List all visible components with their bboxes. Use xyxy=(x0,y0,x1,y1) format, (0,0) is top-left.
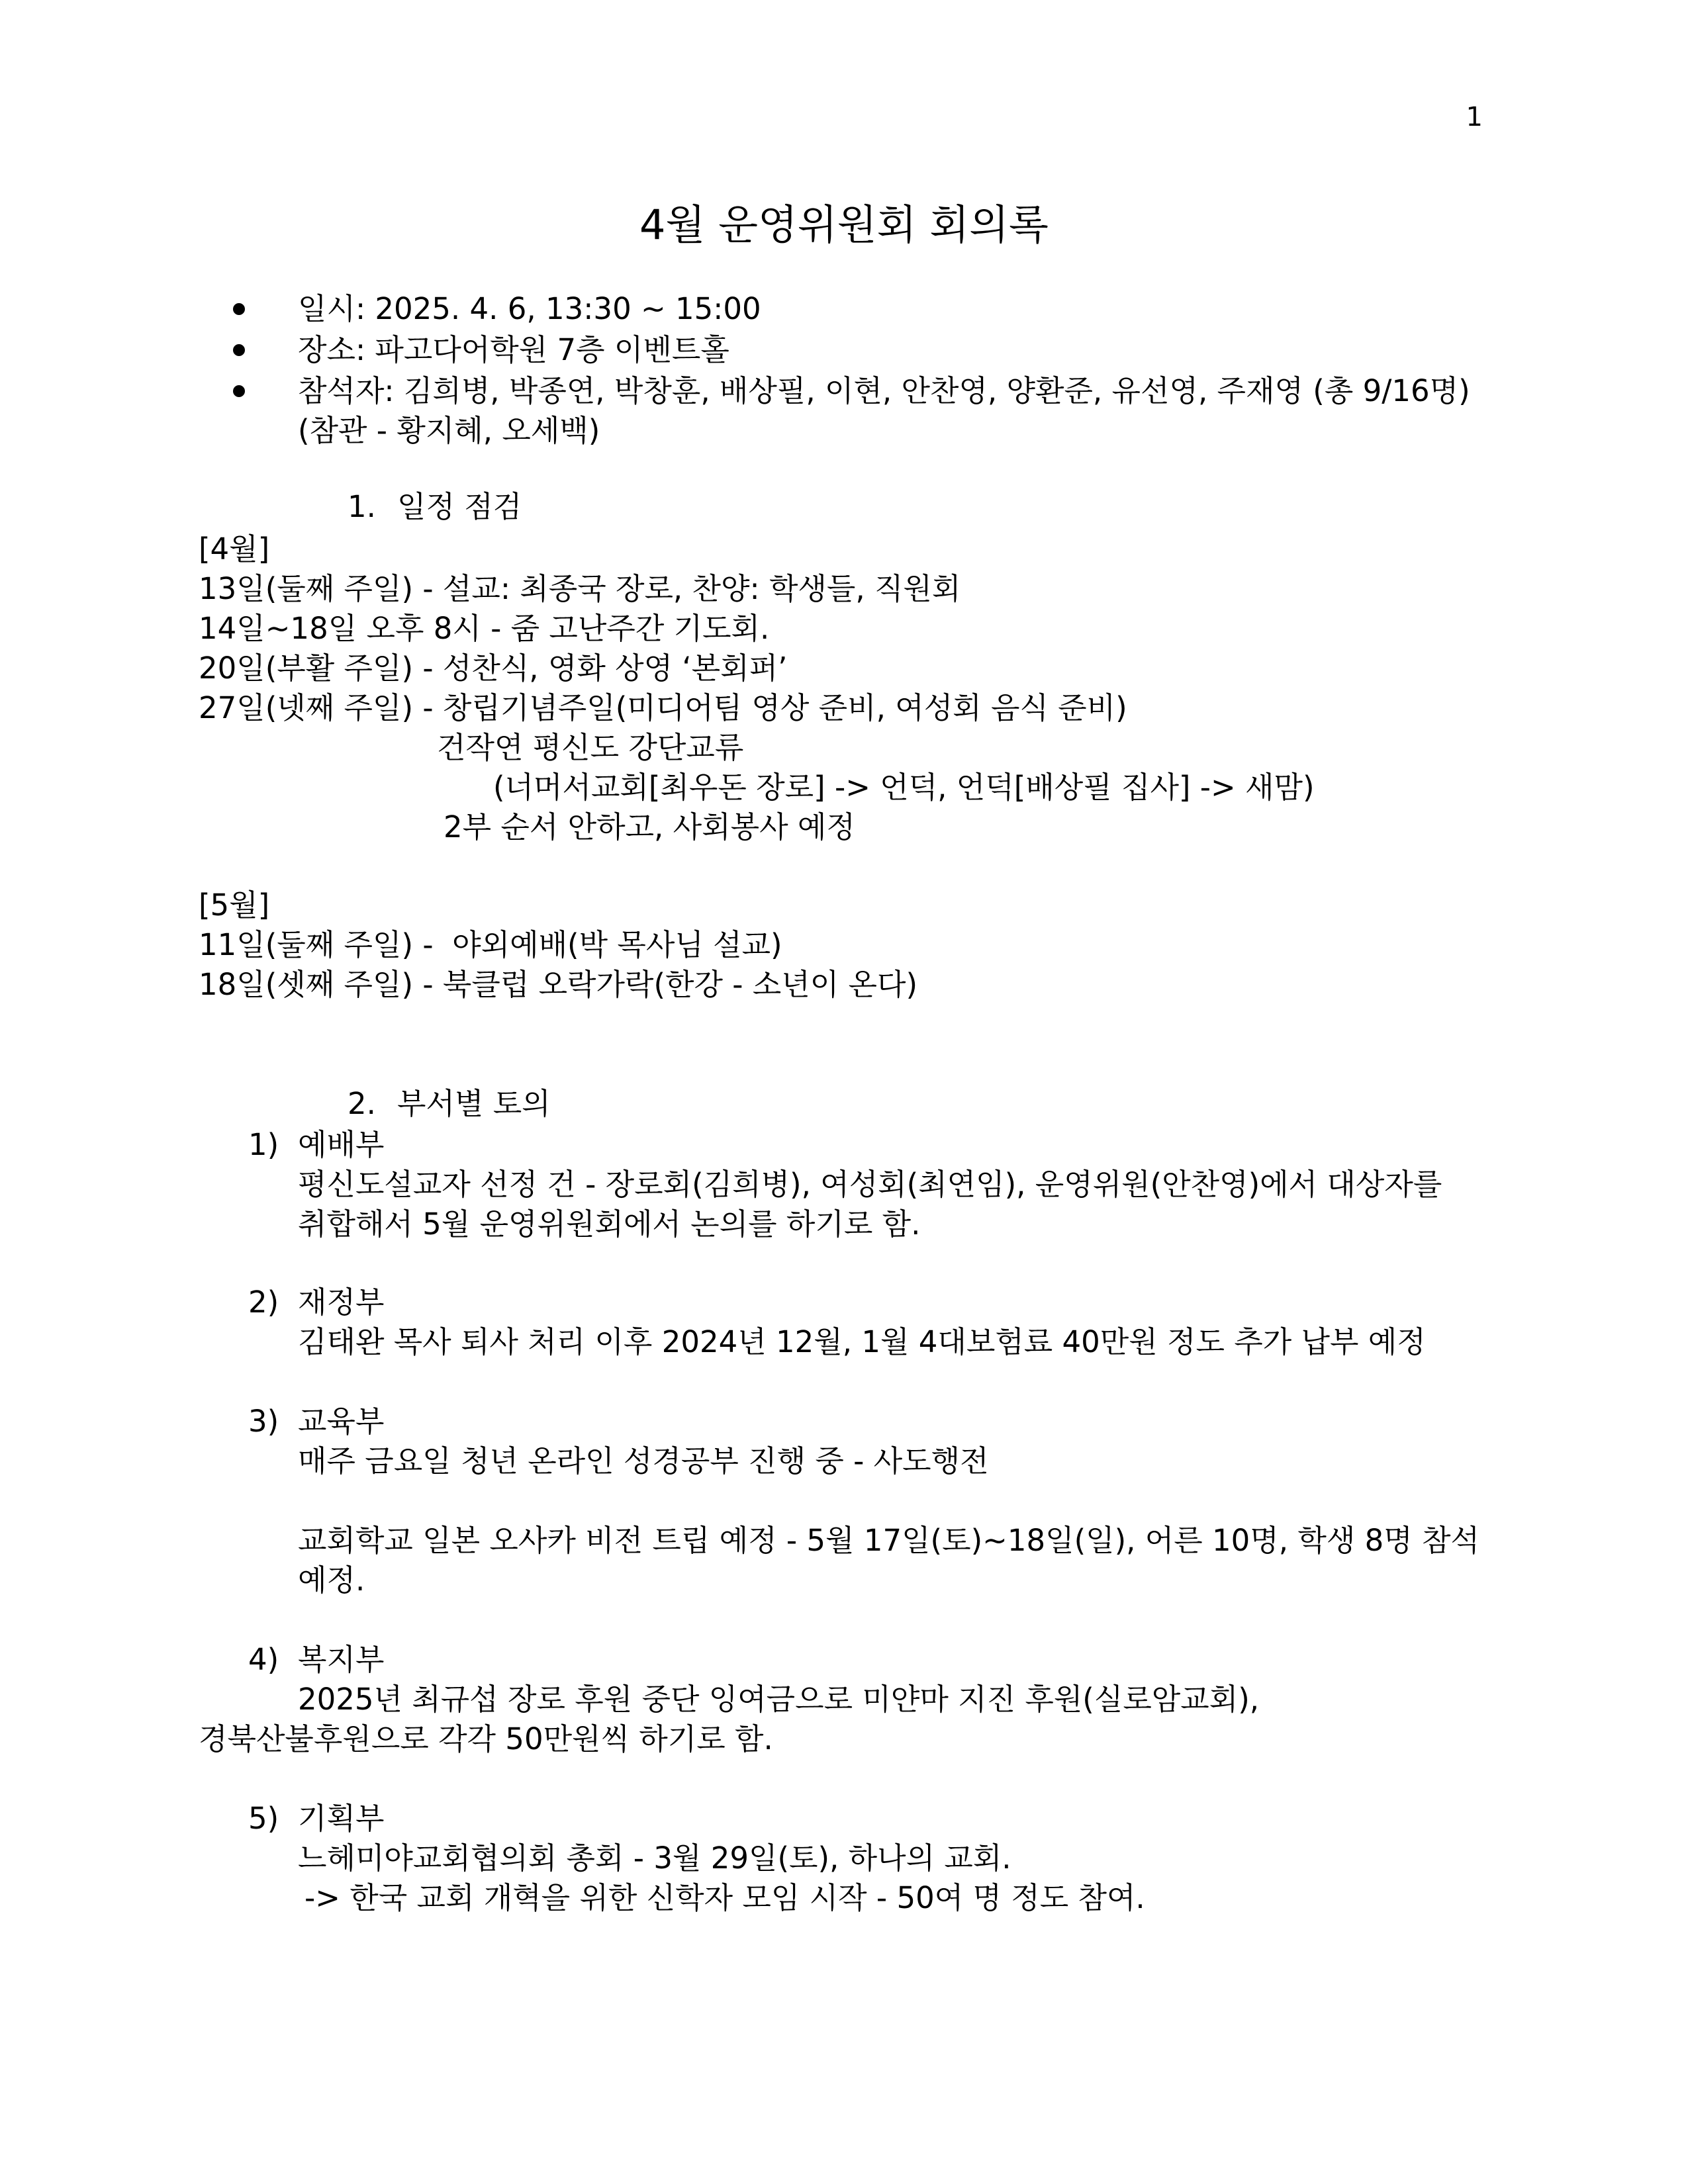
department-name: 기획부 xyxy=(298,1801,385,1836)
observers: (참관 - 황지혜, 오세백) xyxy=(298,413,600,448)
schedule-line: 13일(둘째 주일) - 설교: 최종국 장로, 찬양: 학생들, 직원회 xyxy=(199,571,961,606)
schedule-line: 18일(셋째 주일) - 북클럽 오락가락(한강 - 소년이 온다) xyxy=(199,967,918,1002)
department-name: 예배부 xyxy=(298,1127,385,1162)
month-label-april: [4월] xyxy=(199,531,270,567)
department-number: 4) xyxy=(248,1642,279,1677)
department-note: 김태완 목사 퇴사 처리 이후 2024년 12월, 1월 4대보험료 40만원 정도 추가 납부 예정 xyxy=(298,1324,1426,1359)
schedule-line: 27일(넷째 주일) - 창립기념주일(미디어팀 영상 준비, 여성회 음식 준비) xyxy=(199,690,1127,725)
section-number: 2. xyxy=(348,1086,376,1121)
department-note: 2025년 최규섭 장로 후원 중단 잉여금으로 미얀마 지진 후원(실로암교회), xyxy=(298,1682,1260,1717)
department-note: 경북산불후원으로 각각 50만원씩 하기로 함. xyxy=(199,1721,773,1756)
department-number: 5) xyxy=(248,1801,279,1836)
department-note: 취합해서 5월 운영위원회에서 논의를 하기로 함. xyxy=(298,1206,921,1242)
section-number: 1. xyxy=(348,489,376,524)
department-name: 교육부 xyxy=(298,1404,385,1439)
meeting-date: 일시: 2025. 4. 6, 13:30 ~ 15:00 xyxy=(298,291,761,326)
month-label-may: [5월] xyxy=(199,887,270,923)
department-number: 2) xyxy=(248,1285,279,1320)
bullet-dot-icon xyxy=(233,385,245,397)
bullet-dot-icon xyxy=(233,303,245,315)
section-heading: 일정 점검 xyxy=(397,489,522,524)
department-note: 느헤미야교회협의회 총회 - 3월 29일(토), 하나의 교회. xyxy=(298,1841,1011,1876)
schedule-line: 11일(둘째 주일) - 야외예배(박 목사님 설교) xyxy=(199,927,782,962)
schedule-line: (너머서교회[최우돈 장로] -> 언덕, 언덕[배상필 집사] -> 새맘) xyxy=(493,770,1315,805)
schedule-line: 14일~18일 오후 8시 - 줌 고난주간 기도회. xyxy=(199,611,770,646)
meeting-place: 장소: 파고다어학원 7층 이벤트홀 xyxy=(298,332,729,367)
page-number: 1 xyxy=(1466,102,1483,132)
department-number: 1) xyxy=(248,1127,279,1162)
section-heading: 부서별 토의 xyxy=(397,1086,551,1121)
department-note: -> 한국 교회 개혁을 위한 신학자 모임 시작 - 50여 명 정도 참여. xyxy=(305,1880,1145,1915)
department-note: 평신도설교자 선정 건 - 장로회(김희병), 여성회(최연임), 운영위원(안찬영)에서 대상자를 xyxy=(298,1167,1442,1202)
department-name: 재정부 xyxy=(298,1285,385,1320)
schedule-line: 건작연 평신도 강단교류 xyxy=(437,730,744,765)
department-note: 매주 금요일 청년 온라인 성경공부 진행 중 - 사도행전 xyxy=(298,1443,989,1479)
department-note: 교회학교 일본 오사카 비전 트립 예정 - 5월 17일(토)~18일(일), 어른 10명, 학생 8명 참석 xyxy=(298,1523,1479,1558)
department-note: 예정. xyxy=(298,1563,365,1598)
bullet-dot-icon xyxy=(233,344,245,356)
schedule-line: 20일(부활 주일) - 성찬식, 영화 상영 ‘본회퍼’ xyxy=(199,651,788,686)
document-title: 4월 운영위원회 회의록 xyxy=(639,201,1049,249)
schedule-line: 2부 순서 안하고, 사회봉사 예정 xyxy=(444,809,855,844)
department-number: 3) xyxy=(248,1404,279,1439)
department-name: 복지부 xyxy=(298,1642,385,1677)
attendees: 참석자: 김희병, 박종연, 박창훈, 배상필, 이현, 안찬영, 양환준, 유선영, 주재영 (총 9/16명) xyxy=(298,373,1470,408)
